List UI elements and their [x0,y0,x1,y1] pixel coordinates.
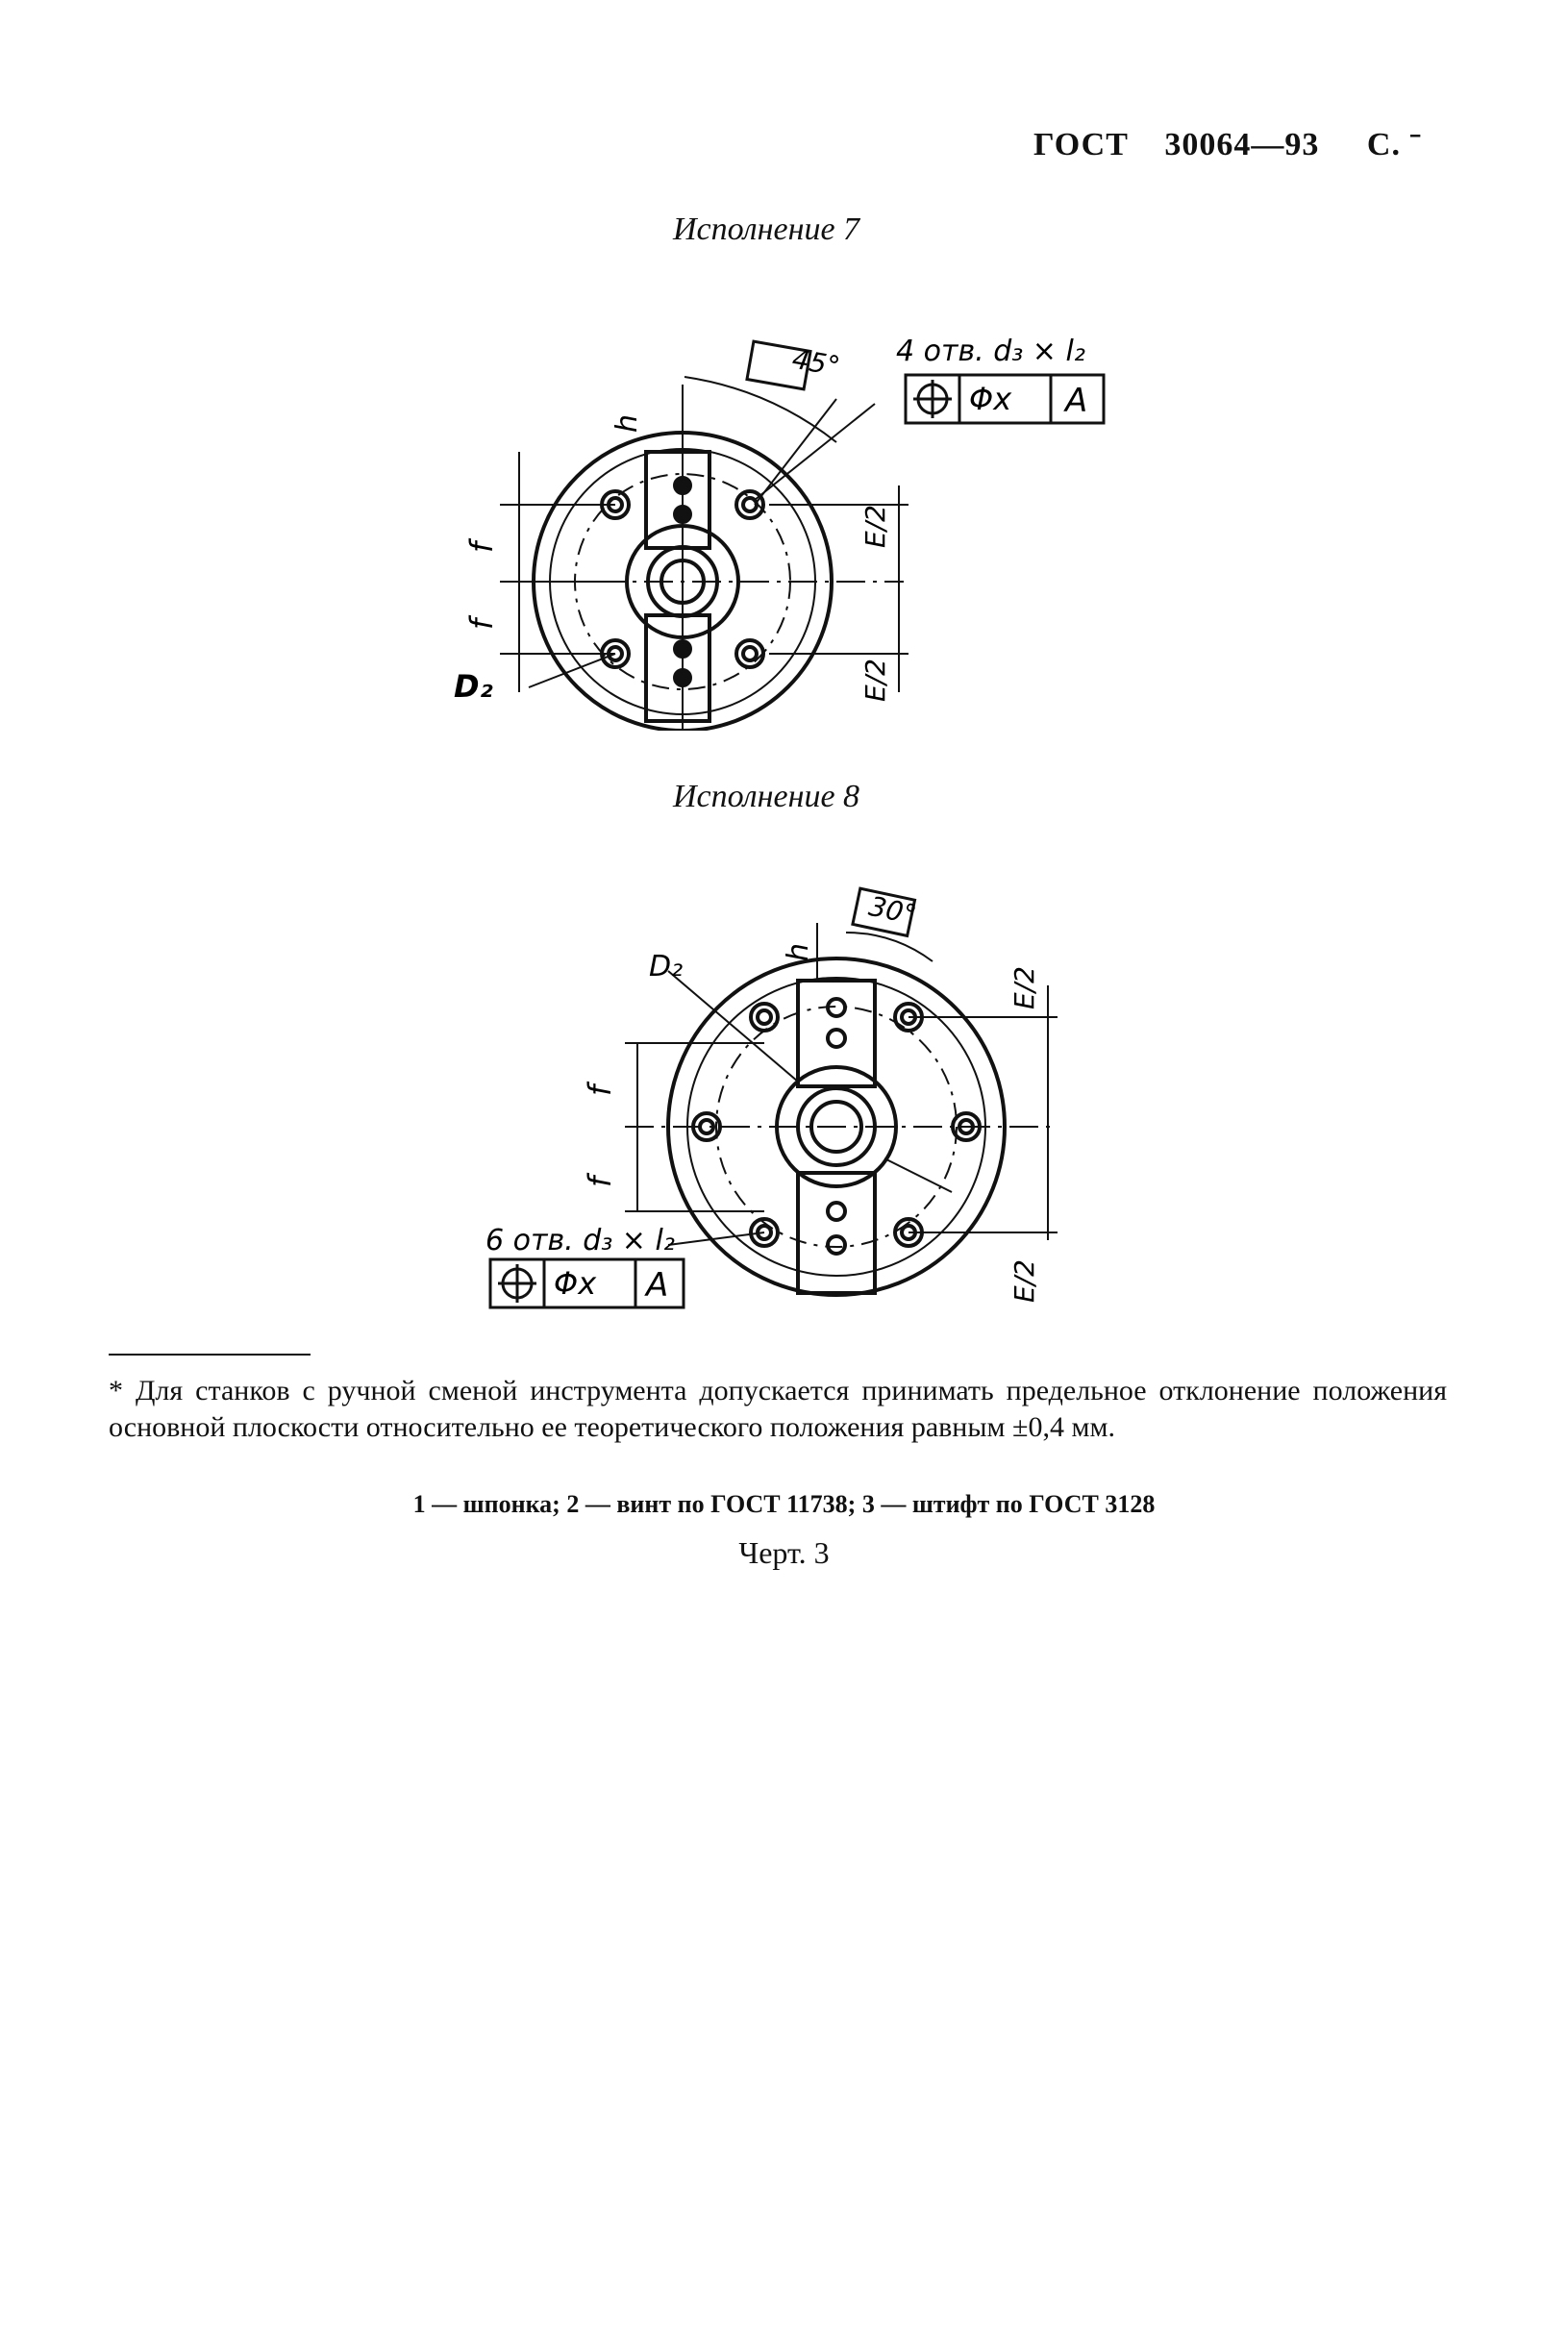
v8-holes-label: 6 отв. d₃ × l₂ [485,1224,675,1257]
standard-label: ГОСТ [1033,127,1129,162]
page-header [1033,127,1422,163]
v7-dim-e2-bottom: E/2 [859,659,891,702]
v7-dim-f-bottom: f [463,618,500,630]
v8-dim-e2-bottom: E/2 [1008,1259,1040,1303]
v8-dim-d2: D₂ [649,950,684,983]
v7-dim-h: h [610,413,644,433]
v7-dim-f-top: f [463,541,500,553]
figure-legend: 1 — шпонка; 2 — винт по ГОСТ 11738; 3 — штифт по ГОСТ 3128 [412,1490,1156,1518]
standard-number: 30064—93 [1164,127,1320,162]
footnote-rule [109,1354,311,1356]
v8-dim-h: h [782,942,815,961]
v7-frame-tolerance: Φx [969,381,1012,417]
v7-dim-d2: D₂ [454,668,493,705]
v7-holes-label: 4 отв. d₃ × l₂ [896,335,1085,368]
variant7-drawing [423,308,1115,731]
v7-frame-datum: A [1065,382,1088,420]
v8-angle-label: 30° [865,889,920,932]
variant8-drawing [481,875,1077,1317]
page-label: С. ˉ [1366,127,1422,162]
v8-dim-f-top: f [582,1084,618,1096]
figure-reference: Черт. 3 [738,1535,830,1570]
v8-dim-e2-top: E/2 [1008,966,1040,1009]
footnote: * Для станков с ручной сменой инструмента допускается принимать предельное отклонение положения основной плоскости относительно ее теоретического положения равным ±0,4 мм. [109,1375,1447,1443]
variant7-caption: Исполнение 7 [673,212,860,247]
v7-dim-e2-top: E/2 [859,505,891,548]
v8-frame-tolerance: Φx [554,1265,597,1302]
v8-dim-f-bottom: f [582,1176,618,1187]
v8-frame-datum: A [646,1266,669,1305]
variant8-caption: Исполнение 8 [673,779,860,814]
v7-angle-label: 45° [789,342,843,383]
